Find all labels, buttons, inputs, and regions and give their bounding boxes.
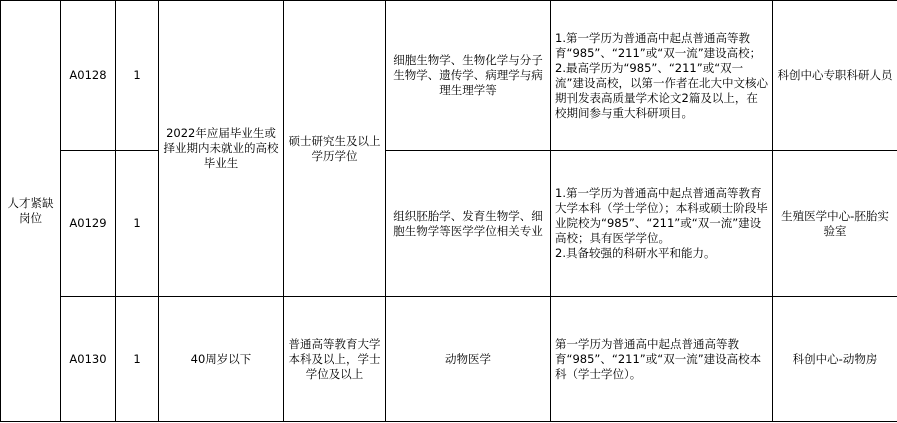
table-row xyxy=(1,297,897,422)
degree-requirement-cell: 普通高等教育大学本科及以上，学士学位及以上 xyxy=(284,297,386,422)
degree-requirement-cell: 硕士研究生及以上学历学位 xyxy=(284,1,386,297)
position-code-cell: A0130 xyxy=(61,297,116,422)
position-code-cell: A0129 xyxy=(61,151,116,297)
position-category-cell: 人才紧缺岗位 xyxy=(1,1,61,422)
other-requirements-cell: 1.第一学历为普通高中起点普通高等教育大学本科（学士学位）；本科或硕士阶段毕业院校为“985”、“211”或“双一流”建设高校；具有医学学位。 2.具备较强的科研水平和能力。 xyxy=(551,151,773,297)
table-row xyxy=(1,151,897,297)
department-cell: 科创中心专职科研人员 xyxy=(773,1,897,151)
other-requirements-cell: 第一学历为普通高中起点普通高等教育“985”、“211”或“双一流”建设高校本科（学士学位）。 xyxy=(551,297,773,422)
major-cell: 组织胚胎学、发育生物学、细胞生物学等医学学位相关专业 xyxy=(386,151,551,297)
major-cell: 细胞生物学、生物化学与分子生物学、遗传学、病理学与病理生理学等 xyxy=(386,1,551,151)
age-requirement-cell: 2022年应届毕业生或择业期内未就业的高校毕业生 xyxy=(159,1,284,297)
headcount-cell: 1 xyxy=(116,1,159,151)
headcount-cell: 1 xyxy=(116,297,159,422)
other-requirements-cell: 1.第一学历为普通高中起点普通高等教育“985”、“211”或“双一流”建设高校； 2.最高学历为“985”、“211”或“双一流”建设高校，以第一作者在北大中文核心期刊发表高质量学术论文2篇及以上，在校期间参与重大科研项目。 xyxy=(551,1,773,151)
major-cell: 动物医学 xyxy=(386,297,551,422)
age-requirement-cell: 40周岁以下 xyxy=(159,297,284,422)
department-cell: 生殖医学中心-胚胎实验室 xyxy=(773,151,897,297)
department-cell: 科创中心-动物房 xyxy=(773,297,897,422)
position-code-cell: A0128 xyxy=(61,1,116,151)
table-row xyxy=(1,1,897,151)
headcount-cell: 1 xyxy=(116,151,159,297)
